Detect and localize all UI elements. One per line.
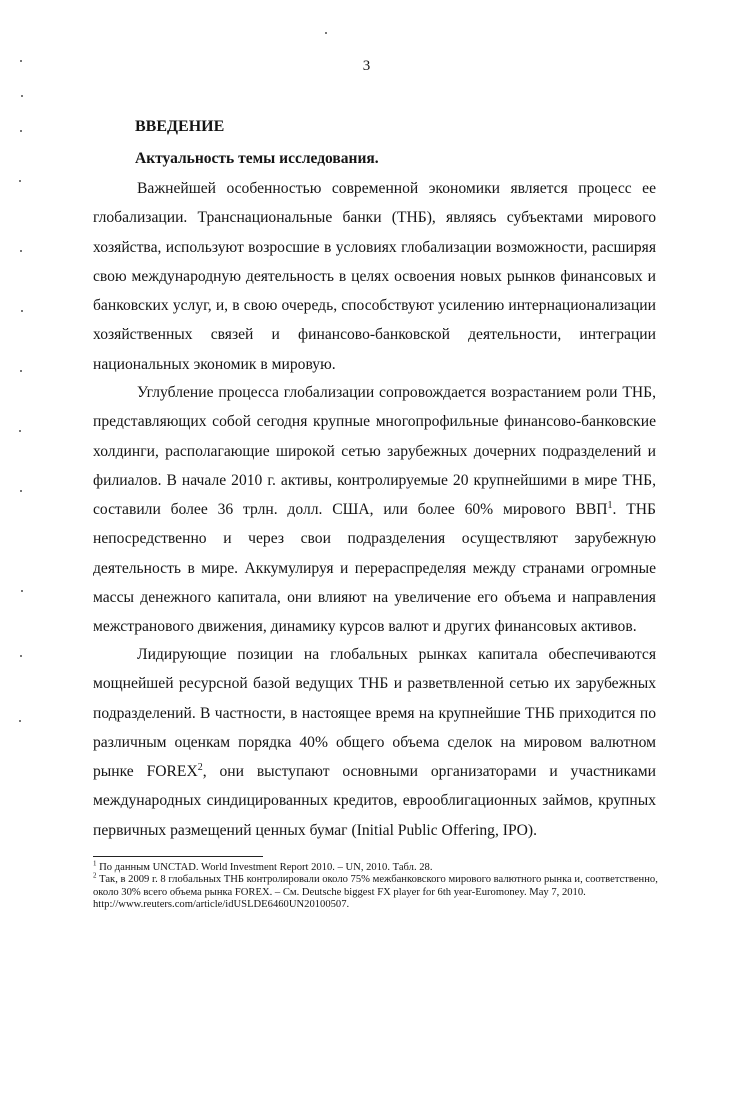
scan-speck <box>20 655 22 657</box>
paragraph-3-text-a: Лидирующие позиции на глобальных рынках капитала обеспечиваются мощнейшей ресурсной базой ведущих ТНБ и разветвленной сетью их зарубежных подразделений. В частности, в настоящее время на крупнейшие ТНБ приходится по различным оценкам порядка 40% общего объема сделок на мировом валютном рынке FOREX <box>93 646 656 781</box>
footnote-2-text: Так, в 2009 г. 8 глобальных ТНБ контролировали около 75% межбанковского мирового валютного рынка и, соответственно, около 30% всего объема рынка FOREX. – См. Deutsche biggest FX player for 6th year-Euromoney. May 7, 2010. http://www.reuters.com/article/idUSLDE6460UN20100507. <box>93 874 658 911</box>
scan-speck <box>19 180 21 182</box>
scan-speck <box>20 130 22 132</box>
paragraph-2 <box>93 378 656 642</box>
scan-speck <box>325 32 327 34</box>
scan-speck <box>20 490 22 492</box>
paragraph-2-text-b: . ТНБ непосредственно и через свои подразделения осуществляют зарубежную деятельность в мире. Аккумулируя и перераспределяя между странами огромные массы денежного капитала, они влияют на увеличение его объема и направления межстранового движения, динамику курсов валют и других финансовых активов. <box>93 501 656 636</box>
footnote-1-text: По данным UNCTAD. World Investment Report 2010. – UN, 2010. Табл. 28. <box>96 862 433 873</box>
paragraph-3 <box>93 640 656 845</box>
section-subheading: Актуальность темы исследования. <box>135 150 379 167</box>
scan-speck <box>19 720 21 722</box>
scan-speck <box>20 370 22 372</box>
scan-speck <box>19 430 21 432</box>
footnote-1 <box>93 859 663 874</box>
paragraph-1: Важнейшей особенностью современной экономики является процесс ее глобализации. Транснациональные банки (ТНБ), являясь субъектами мирового хозяйства, используют возросшие в условиях глобализации возможности, расширяя свою международную деятельность в целях освоения новых рынков финансовых и банковских услуг, и, в свою очередь, способствуют усилению интернационализации хозяйственных связей и финансово-банковской деятельности, интеграции национальных экономик в мировую. <box>93 180 656 373</box>
scan-speck <box>21 590 23 592</box>
scan-speck <box>21 95 23 97</box>
scan-speck <box>20 250 22 252</box>
footnote-1-mark: 1 <box>93 859 97 868</box>
paragraph-2-text-a: Углубление процесса глобализации сопровождается возрастанием роли ТНБ, представляющих собой сегодня крупные многопрофильные финансово-банковские холдинги, располагающие широкой сетью зарубежных дочерних подразделений и филиалов. В начале 2010 г. активы, контролируемые 20 крупнейшими в мире ТНБ, составили более 36 трлн. долл. США, или более 60% мирового ВВП <box>93 384 656 519</box>
scan-speck <box>20 60 22 62</box>
scan-speck <box>21 310 23 312</box>
section-heading: ВВЕДЕНИЕ <box>135 118 225 135</box>
footnotes <box>93 859 663 912</box>
footnote-ref-2: 2 <box>197 762 203 773</box>
footnote-2 <box>93 871 663 911</box>
footnote-separator <box>93 856 263 857</box>
paragraph-3-text-b: , они выступают основными организаторами и участниками международных синдицированных кредитов, еврооблигационных займов, крупных первичных размещений ценных бумаг (Initial Public Offering, IPO). <box>93 763 657 839</box>
page-number: 3 <box>362 58 371 74</box>
footnote-2-mark: 2 <box>93 871 97 880</box>
footnote-ref-1: 1 <box>607 500 613 511</box>
